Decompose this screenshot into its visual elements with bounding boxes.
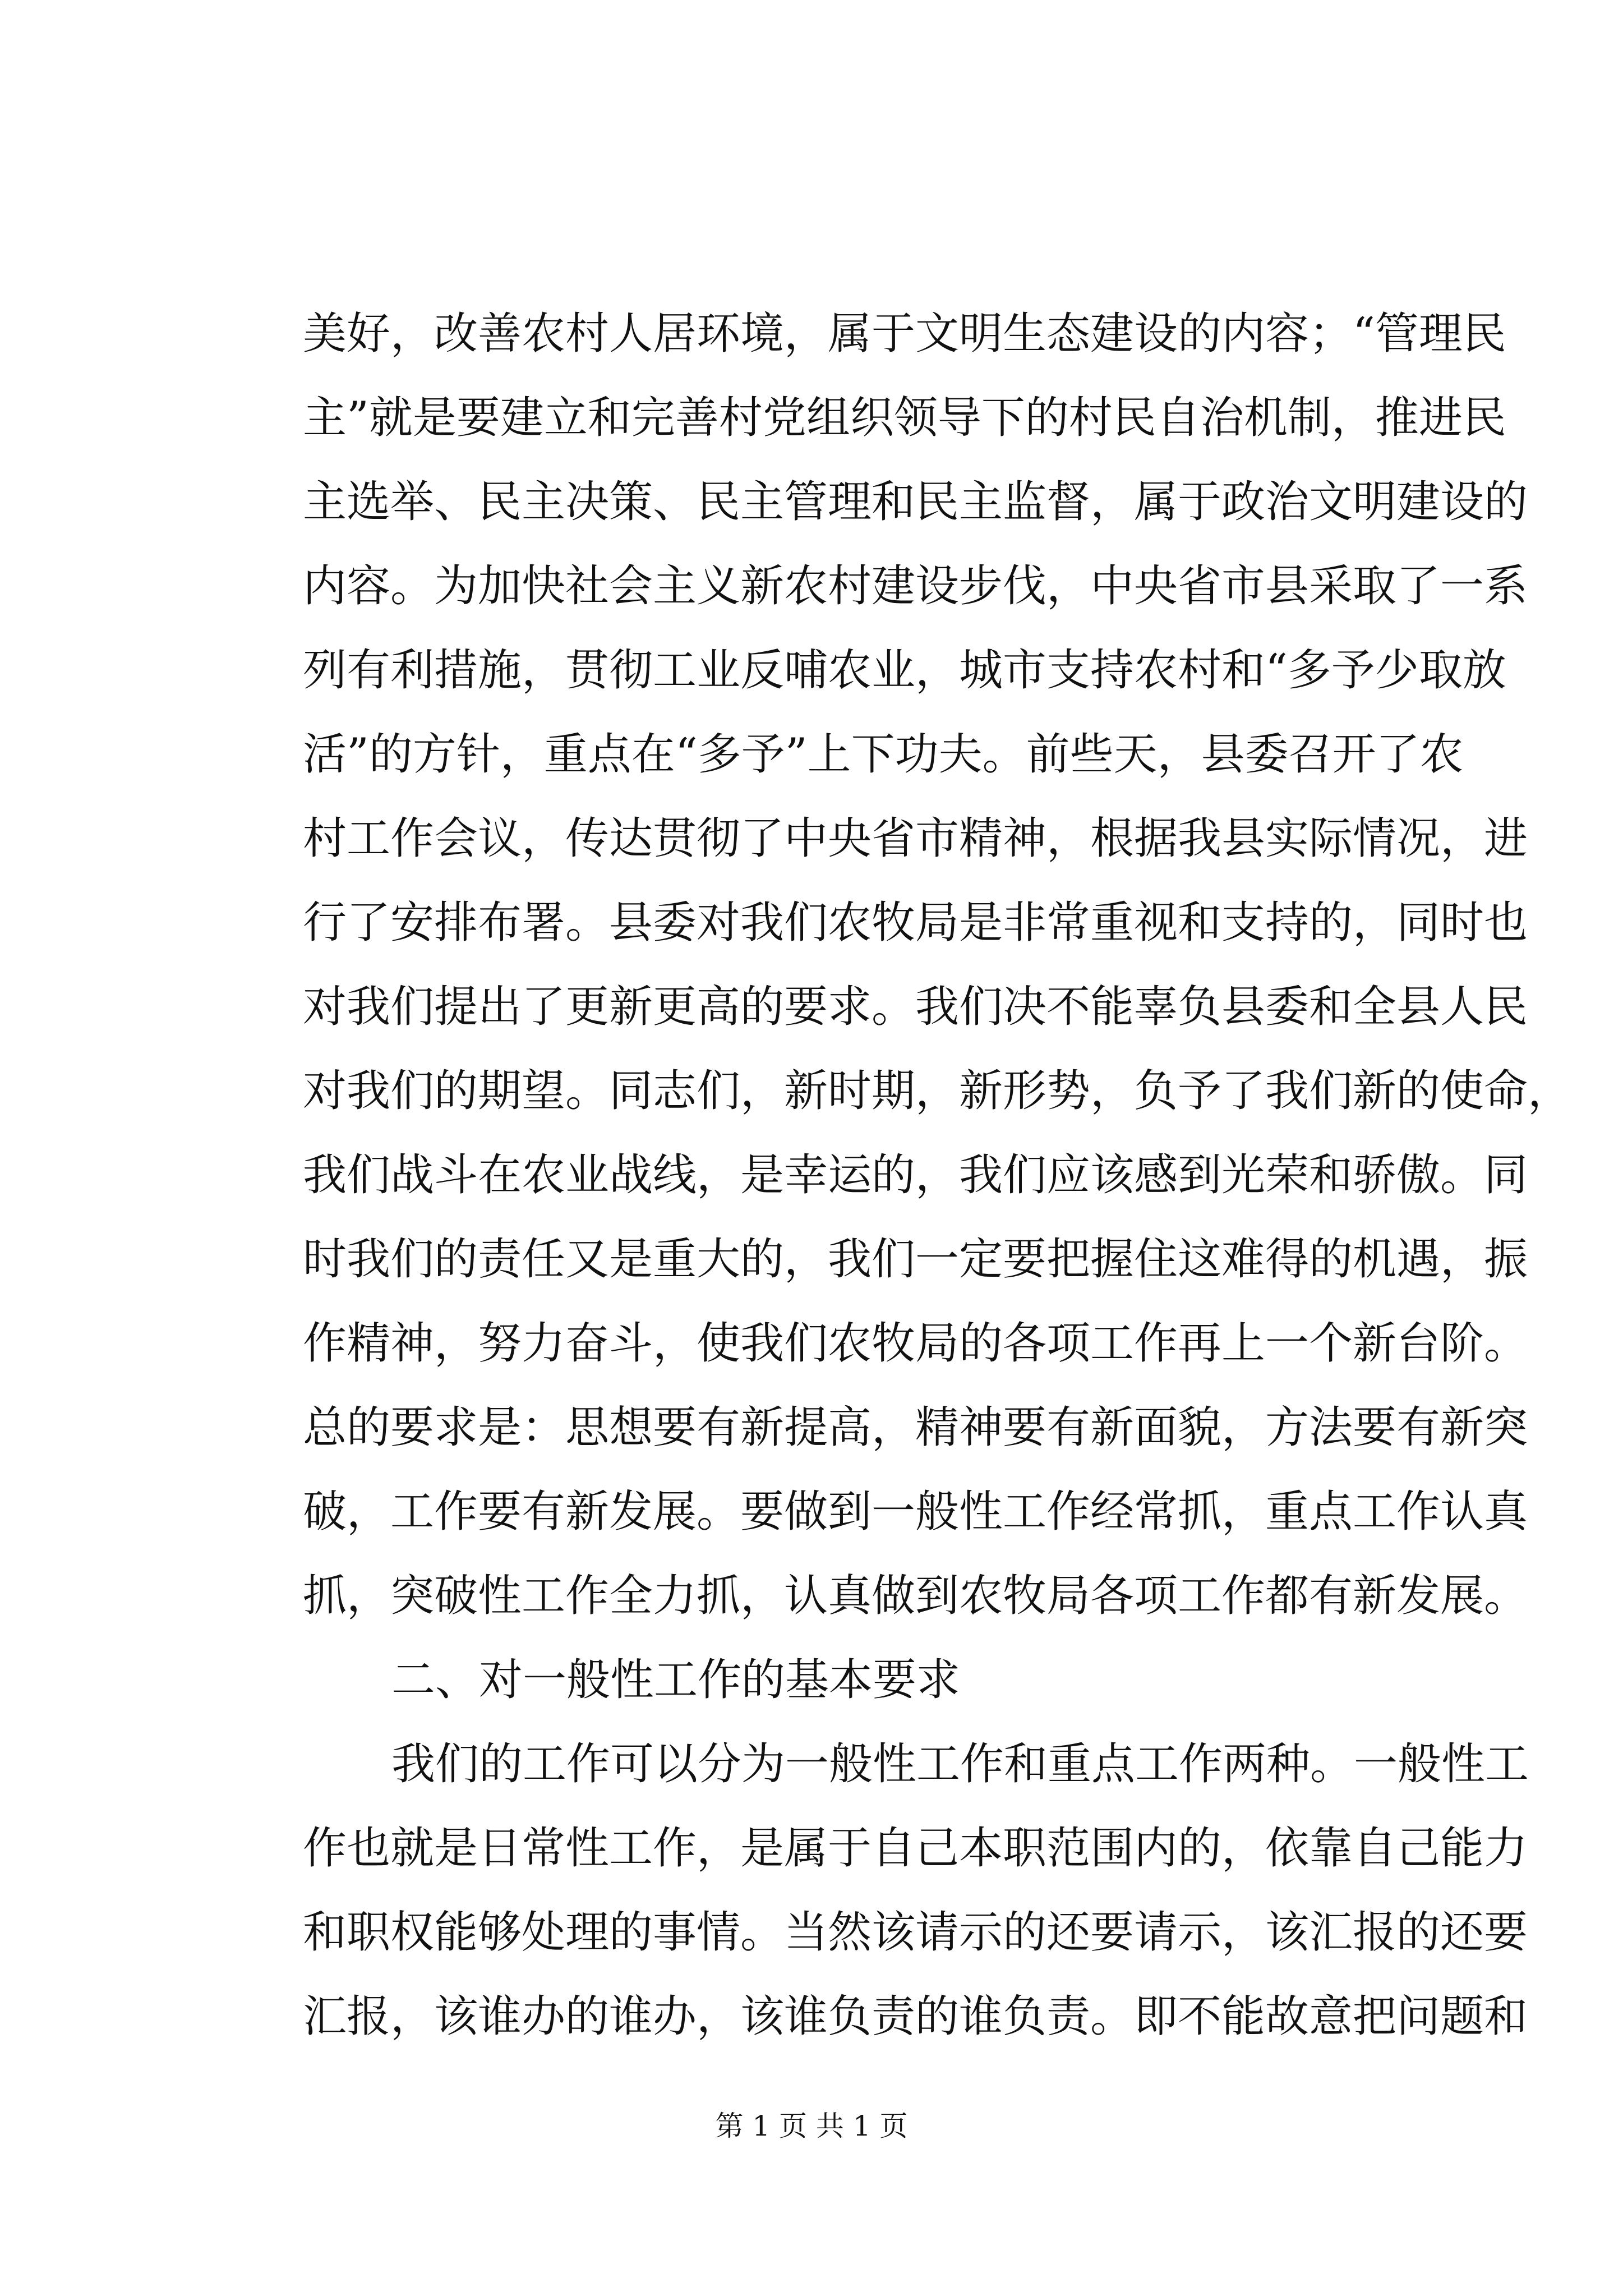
text-line: 作也就是日常性工作，是属于自己本职范围内的，依靠自己能力 (303, 1823, 1528, 1874)
text-line: 对我们的期望。同志们，新时期，新形势，负予了我们新的使命， (303, 1066, 1572, 1116)
text-line: 美好，改善农村人居环境，属于文明生态建设的内容；“管理民 (303, 309, 1506, 359)
text-line: 行了安排布署。县委对我们农牧局是非常重视和支持的，同时也 (303, 898, 1528, 948)
page-footer: 第 1 页 共 1 页 (715, 2110, 908, 2142)
text-line: 汇报，该谁办的谁办，该谁负责的谁负责。即不能故意把问题和 (303, 1991, 1528, 2042)
text-line: 内容。为加快社会主义新农村建设步伐，中央省市县采取了一系 (303, 561, 1528, 611)
text-line: 列有利措施，贯彻工业反哺农业，城市支持农村和“多予少取放 (303, 645, 1506, 696)
text-line: 活”的方针，重点在“多予”上下功夫。前些天，县委召开了农 (303, 729, 1464, 780)
text-line: 对我们提出了更新更高的要求。我们决不能辜负县委和全县人民 (303, 982, 1528, 1032)
text-line: 主选举、民主决策、民主管理和民主监督，属于政治文明建设的 (303, 477, 1528, 527)
text-line: 村工作会议，传达贯彻了中央省市精神，根据我县实际情况，进 (303, 813, 1528, 864)
section-heading: 二、对一般性工作的基本要求 (391, 1655, 961, 1705)
text-line: 和职权能够处理的事情。当然该请示的还要请示，该汇报的还要 (303, 1907, 1528, 1958)
text-line: 主”就是要建立和完善村党组织领导下的村民自治机制，推进民 (303, 393, 1506, 443)
text-line: 我们战斗在农业战线，是幸运的，我们应该感到光荣和骄傲。同 (303, 1150, 1528, 1200)
text-line: 破，工作要有新发展。要做到一般性工作经常抓，重点工作认真 (303, 1487, 1528, 1537)
text-line: 时我们的责任又是重大的，我们一定要把握住这难得的机遇，振 (303, 1234, 1528, 1285)
text-line: 总的要求是：思想要有新提高，精神要有新面貌，方法要有新突 (303, 1402, 1528, 1453)
text-line: 抓，突破性工作全力抓，认真做到农牧局各项工作都有新发展。 (303, 1571, 1528, 1621)
text-line: 作精神，努力奋斗，使我们农牧局的各项工作再上一个新台阶。 (303, 1318, 1528, 1369)
text-line: 我们的工作可以分为一般性工作和重点工作两种。一般性工 (391, 1739, 1529, 1789)
